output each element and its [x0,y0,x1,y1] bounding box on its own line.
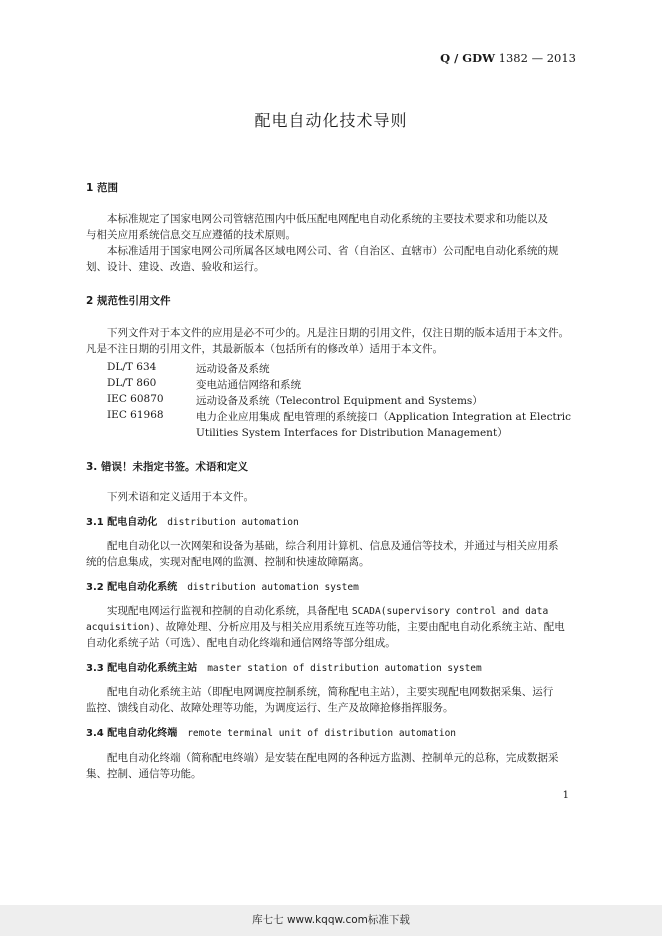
term-3-1-line-2: 统的信息集成，实现对配电网的监测、控制和快速故障隔离。 [86,556,370,568]
ref-title: 远动设备及系统（Telecontrol Equipment and Systems） [196,395,483,407]
term-3-1-number: 3.1 配电自动化 [86,517,158,528]
section-1-para-2-line-1: 本标准适用于国家电网公司所属各区域电网公司、省（自治区、直辖市）公司配电自动化系统的规 [107,245,559,257]
term-3-3-line-1: 配电自动化系统主站（即配电网调度控制系统，简称配电主站），主要实现配电网数据采集、运行 [107,686,554,698]
section-1-para-1-line-2: 与相关应用系统信息交互应遵循的技术原则。 [86,229,296,241]
page-number: 1 [562,790,569,801]
term-3-2-line-1 [107,603,548,618]
ref-title: 变电站通信网络和系统 [196,379,301,391]
section-3-heading: 3. 错误！未指定书签。术语和定义 [86,461,248,473]
section-2-para-line-2: 凡是不注日期的引用文件，其最新版本（包括所有的修改单）适用于本文件。 [86,343,443,355]
section-2-heading: 2 规范性引用文件 [86,295,171,307]
section-1-para-2-line-2: 划、设计、建设、改造、验收和运行。 [86,261,265,273]
section-1-heading: 1 范围 [86,182,118,194]
term-3-2-line-2 [86,619,565,634]
term-3-2-english: distribution automation system [187,582,359,593]
term-3-4-line-1: 配电自动化终端（简称配电终端）是安装在配电网的各种远方监测、控制单元的总称，完成数据采 [107,752,559,764]
term-3-1-line-1: 配电自动化以一次网架和设备为基础，综合利用计算机、信息及通信等技术，并通过与相关应用系 [107,540,559,552]
ref-title: 远动设备及系统 [196,363,270,375]
download-footer: 库七七 www.kqqw.com标准下载 [252,914,410,926]
term-3-2-heading [86,578,359,593]
ref-code: IEC 61968 [107,409,164,421]
term-3-4-english: remote terminal unit of distribution automation [187,728,457,739]
term-3-3-english: master station of distribution automation system [207,663,482,674]
term-3-1-heading [86,513,299,528]
term-3-1-english: distribution automation [167,517,299,528]
term-3-3-number: 3.3 配电自动化系统主站 [86,663,198,674]
section-2-para-line-1: 下列文件对于本文件的应用是必不可少的。凡是注日期的引用文件，仅注日期的版本适用于本文件。 [107,327,569,339]
standard-code-number: 1382 — 2013 [495,51,576,65]
term-3-3-heading [86,659,482,674]
ref-title: 电力企业应用集成 配电管理的系统接口（Application Integration at Electric [196,411,571,423]
standard-code [440,51,576,65]
term-3-4-line-2: 集、控制、通信等功能。 [86,768,202,780]
term-3-2-number: 3.2 配电自动化系统 [86,582,178,593]
term-3-4-number: 3.4 配电自动化终端 [86,728,178,739]
ref-code: DL/T 634 [107,361,157,373]
ref-code: IEC 60870 [107,393,164,405]
term-3-4-heading [86,724,456,739]
ref-code: DL/T 860 [107,377,157,389]
term-3-2-line-2-cn: 、故障处理、分析应用及与相关应用系统互连等功能，主要由配电自动化系统主站、配电 [155,621,565,633]
term-3-2-line-1-cn: 实现配电网运行监视和控制的自动化系统，具备配电 [107,605,352,617]
term-3-2-line-3: 自动化系统子站（可选）、配电自动化终端和通信网络等部分组成。 [86,637,396,649]
section-3-intro: 下列术语和定义适用于本文件。 [107,491,254,503]
standard-code-prefix: Q / GDW [440,51,495,65]
term-3-2-line-2-en: acquisition) [86,622,156,633]
term-3-3-line-2: 监控、馈线自动化、故障处理等功能，为调度运行、生产及故障抢修指挥服务。 [86,702,454,714]
term-3-2-line-1-en: SCADA(supervisory control and data [351,606,549,617]
page-title: 配电自动化技术导则 [254,111,408,130]
ref-title-continuation: Utilities System Interfaces for Distribution Management） [196,427,508,439]
section-1-para-1-line-1: 本标准规定了国家电网公司管辖范围内中低压配电网配电自动化系统的主要技术要求和功能以及 [107,213,548,225]
